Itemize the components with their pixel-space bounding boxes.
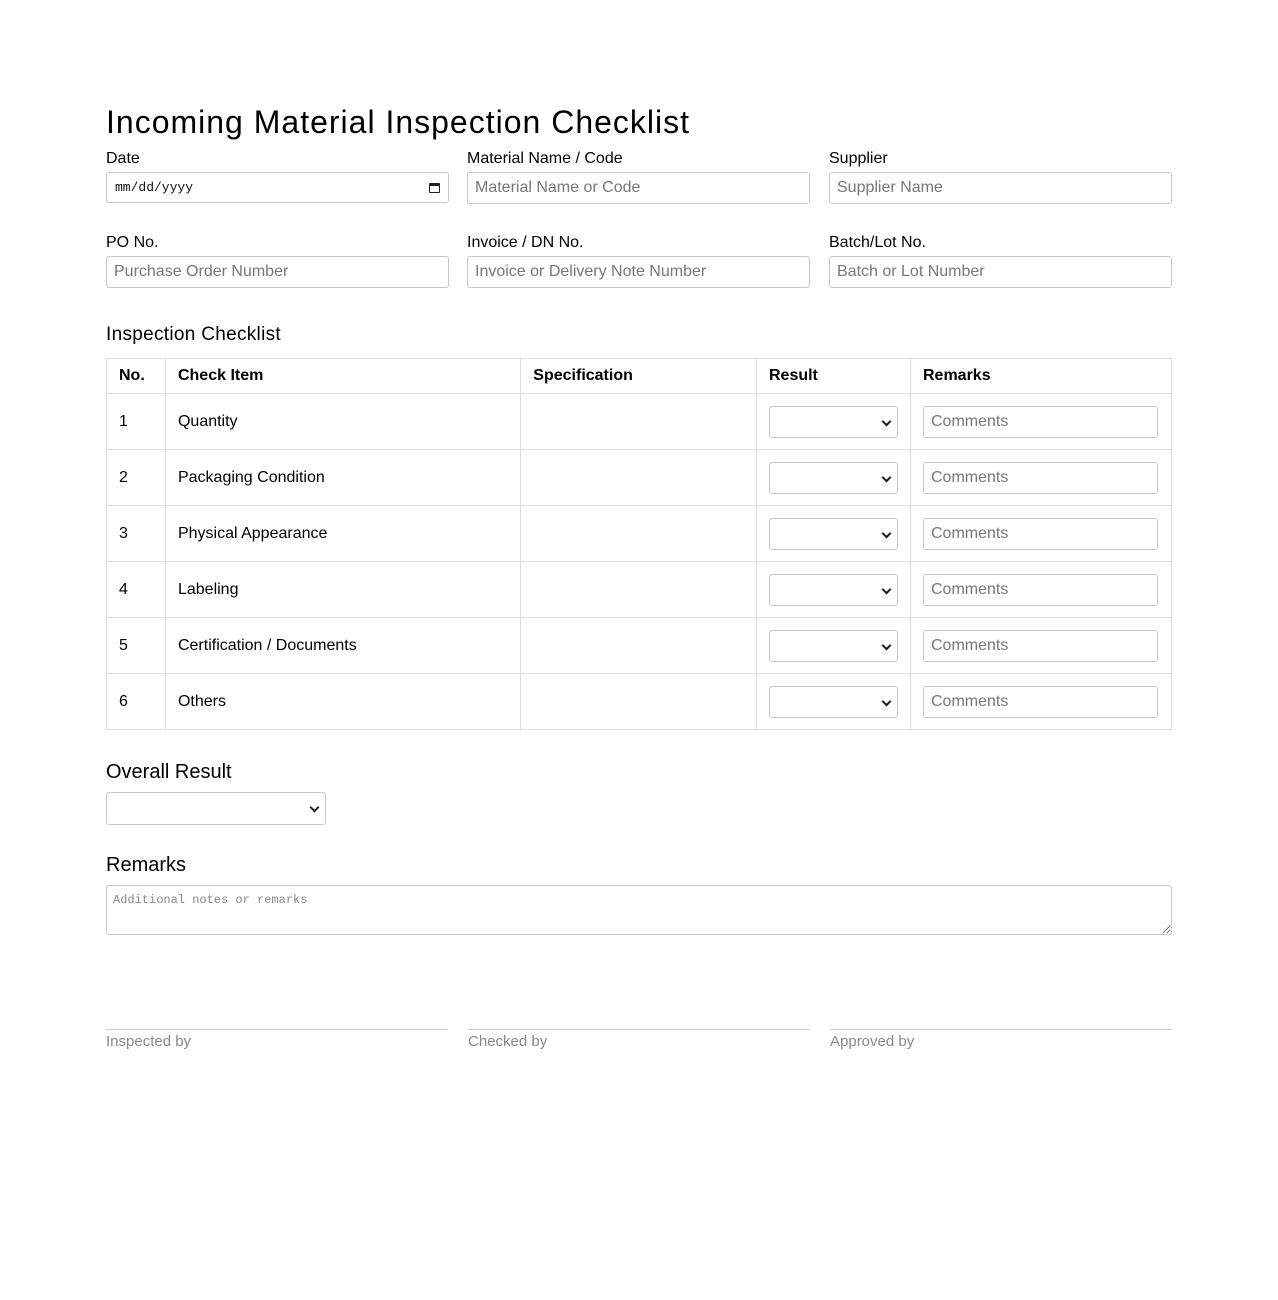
table-row [107,394,1172,450]
invoice-input[interactable] [467,256,810,288]
result-cell [756,506,910,562]
row-number: 3 [107,506,166,562]
check-item: Others [165,674,520,730]
date-placeholder: mm/dd/yyyy [115,180,194,195]
po-field [106,234,449,288]
comments-input[interactable] [923,518,1158,550]
po-label: PO No. [106,234,159,251]
table-row [107,506,1172,562]
chevron-down-icon [882,696,892,706]
result-cell [756,394,910,450]
batch-label: Batch/Lot No. [829,234,926,251]
col-remarks: Remarks [910,359,1171,394]
specification-cell [521,394,757,450]
col-check-item: Check Item [165,359,520,394]
material-field [467,150,810,204]
supplier-input[interactable] [829,172,1172,204]
specification-cell [521,674,757,730]
page-title: Incoming Material Inspection Checklist [106,104,691,140]
result-select[interactable] [769,518,898,550]
comments-input[interactable] [923,406,1158,438]
remarks-cell [910,506,1171,562]
check-item: Labeling [165,562,520,618]
chevron-down-icon [882,472,892,482]
chevron-down-icon [882,528,892,538]
table-row [107,674,1172,730]
col-specification: Specification [521,359,757,394]
comments-input[interactable] [923,630,1158,662]
date-field [106,150,449,203]
remarks-cell [910,394,1171,450]
chevron-down-icon [310,803,320,813]
checklist-table [106,358,1172,730]
result-cell [756,562,910,618]
comments-input[interactable] [923,686,1158,718]
signature-checked-by: Checked by [468,1029,810,1050]
result-select[interactable] [769,574,898,606]
result-select[interactable] [769,630,898,662]
table-row [107,450,1172,506]
result-select[interactable] [769,406,898,438]
row-number: 2 [107,450,166,506]
supplier-label: Supplier [829,150,888,167]
overall-result-select[interactable] [106,792,326,825]
check-item: Physical Appearance [165,506,520,562]
date-input[interactable] [106,172,449,203]
calendar-icon[interactable] [429,183,440,193]
chevron-down-icon [882,416,892,426]
material-input[interactable] [467,172,810,204]
remarks-cell [910,674,1171,730]
comments-input[interactable] [923,462,1158,494]
specification-cell [521,450,757,506]
remarks-cell [910,450,1171,506]
specification-cell [521,506,757,562]
result-select[interactable] [769,686,898,718]
check-item: Quantity [165,394,520,450]
date-label: Date [106,150,140,167]
remarks-heading: Remarks [106,854,187,876]
row-number: 6 [107,674,166,730]
overall-result-heading: Overall Result [106,761,232,783]
chevron-down-icon [882,640,892,650]
table-row [107,618,1172,674]
remarks-textarea[interactable] [106,885,1172,935]
row-number: 5 [107,618,166,674]
batch-field [829,234,1172,288]
remarks-cell [910,618,1171,674]
check-item: Certification / Documents [165,618,520,674]
invoice-field [467,234,810,288]
po-input[interactable] [106,256,449,288]
material-label: Material Name / Code [467,150,623,167]
invoice-label: Invoice / DN No. [467,234,584,251]
checklist-heading: Inspection Checklist [106,324,281,345]
col-no: No. [107,359,166,394]
result-cell [756,618,910,674]
row-number: 1 [107,394,166,450]
remarks-cell [910,562,1171,618]
batch-input[interactable] [829,256,1172,288]
result-cell [756,674,910,730]
result-cell [756,450,910,506]
row-number: 4 [107,562,166,618]
result-select[interactable] [769,462,898,494]
specification-cell [521,562,757,618]
col-result: Result [756,359,910,394]
supplier-field [829,150,1172,204]
table-header-row [107,359,1172,394]
signature-approved-by: Approved by [830,1029,1172,1050]
specification-cell [521,618,757,674]
check-item: Packaging Condition [165,450,520,506]
chevron-down-icon [882,584,892,594]
table-row [107,562,1172,618]
signature-inspected-by: Inspected by [106,1029,448,1050]
comments-input[interactable] [923,574,1158,606]
